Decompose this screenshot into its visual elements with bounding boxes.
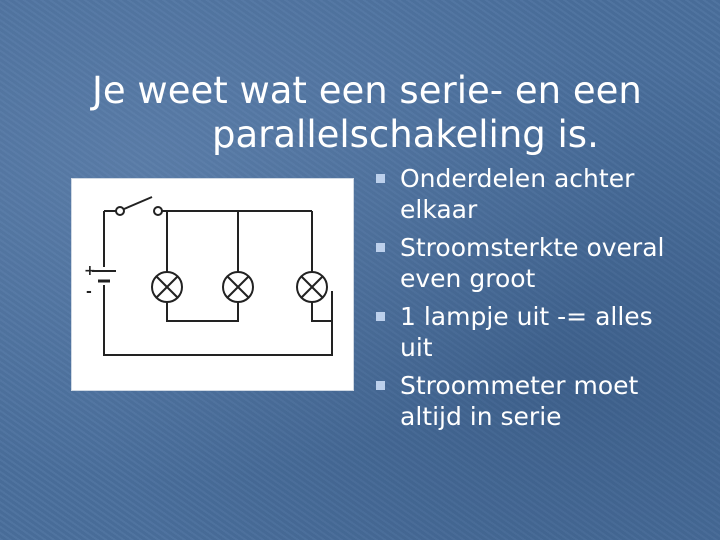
switch-contact-left [116,207,124,215]
square-bullet-icon [376,174,385,183]
bullet-text: Stroomsterkte overal even groot [400,233,665,293]
bullet-text: Onderdelen achter elkaar [400,164,635,224]
square-bullet-icon [376,381,385,390]
square-bullet-icon [376,243,385,252]
circuit-diagram [71,178,354,391]
lamp-icon [297,272,327,302]
bullet-list [372,163,692,439]
circuit-svg [72,179,353,390]
bullet-text: Stroommeter moet altijd in serie [400,371,639,431]
lamp-icon [152,272,182,302]
bullet-item [372,370,692,432]
square-bullet-icon [376,312,385,321]
bullet-text: 1 lampje uit -= alles uit [400,302,653,362]
lamp-icon [223,272,253,302]
battery-plus-label: + [84,263,96,279]
title-line-2: parallelschakeling is. [212,112,599,156]
bullet-item [372,232,692,294]
slide-title [92,69,692,157]
switch-lever [124,197,152,209]
bullet-item [372,301,692,363]
title-line-1: Je weet wat een serie- en een [92,68,642,112]
wire-top-right [162,211,238,275]
switch-contact-right [154,207,162,215]
battery-minus-label: - [86,284,92,300]
bullet-item [372,163,692,225]
wire-lamp1-bottom [167,301,238,321]
